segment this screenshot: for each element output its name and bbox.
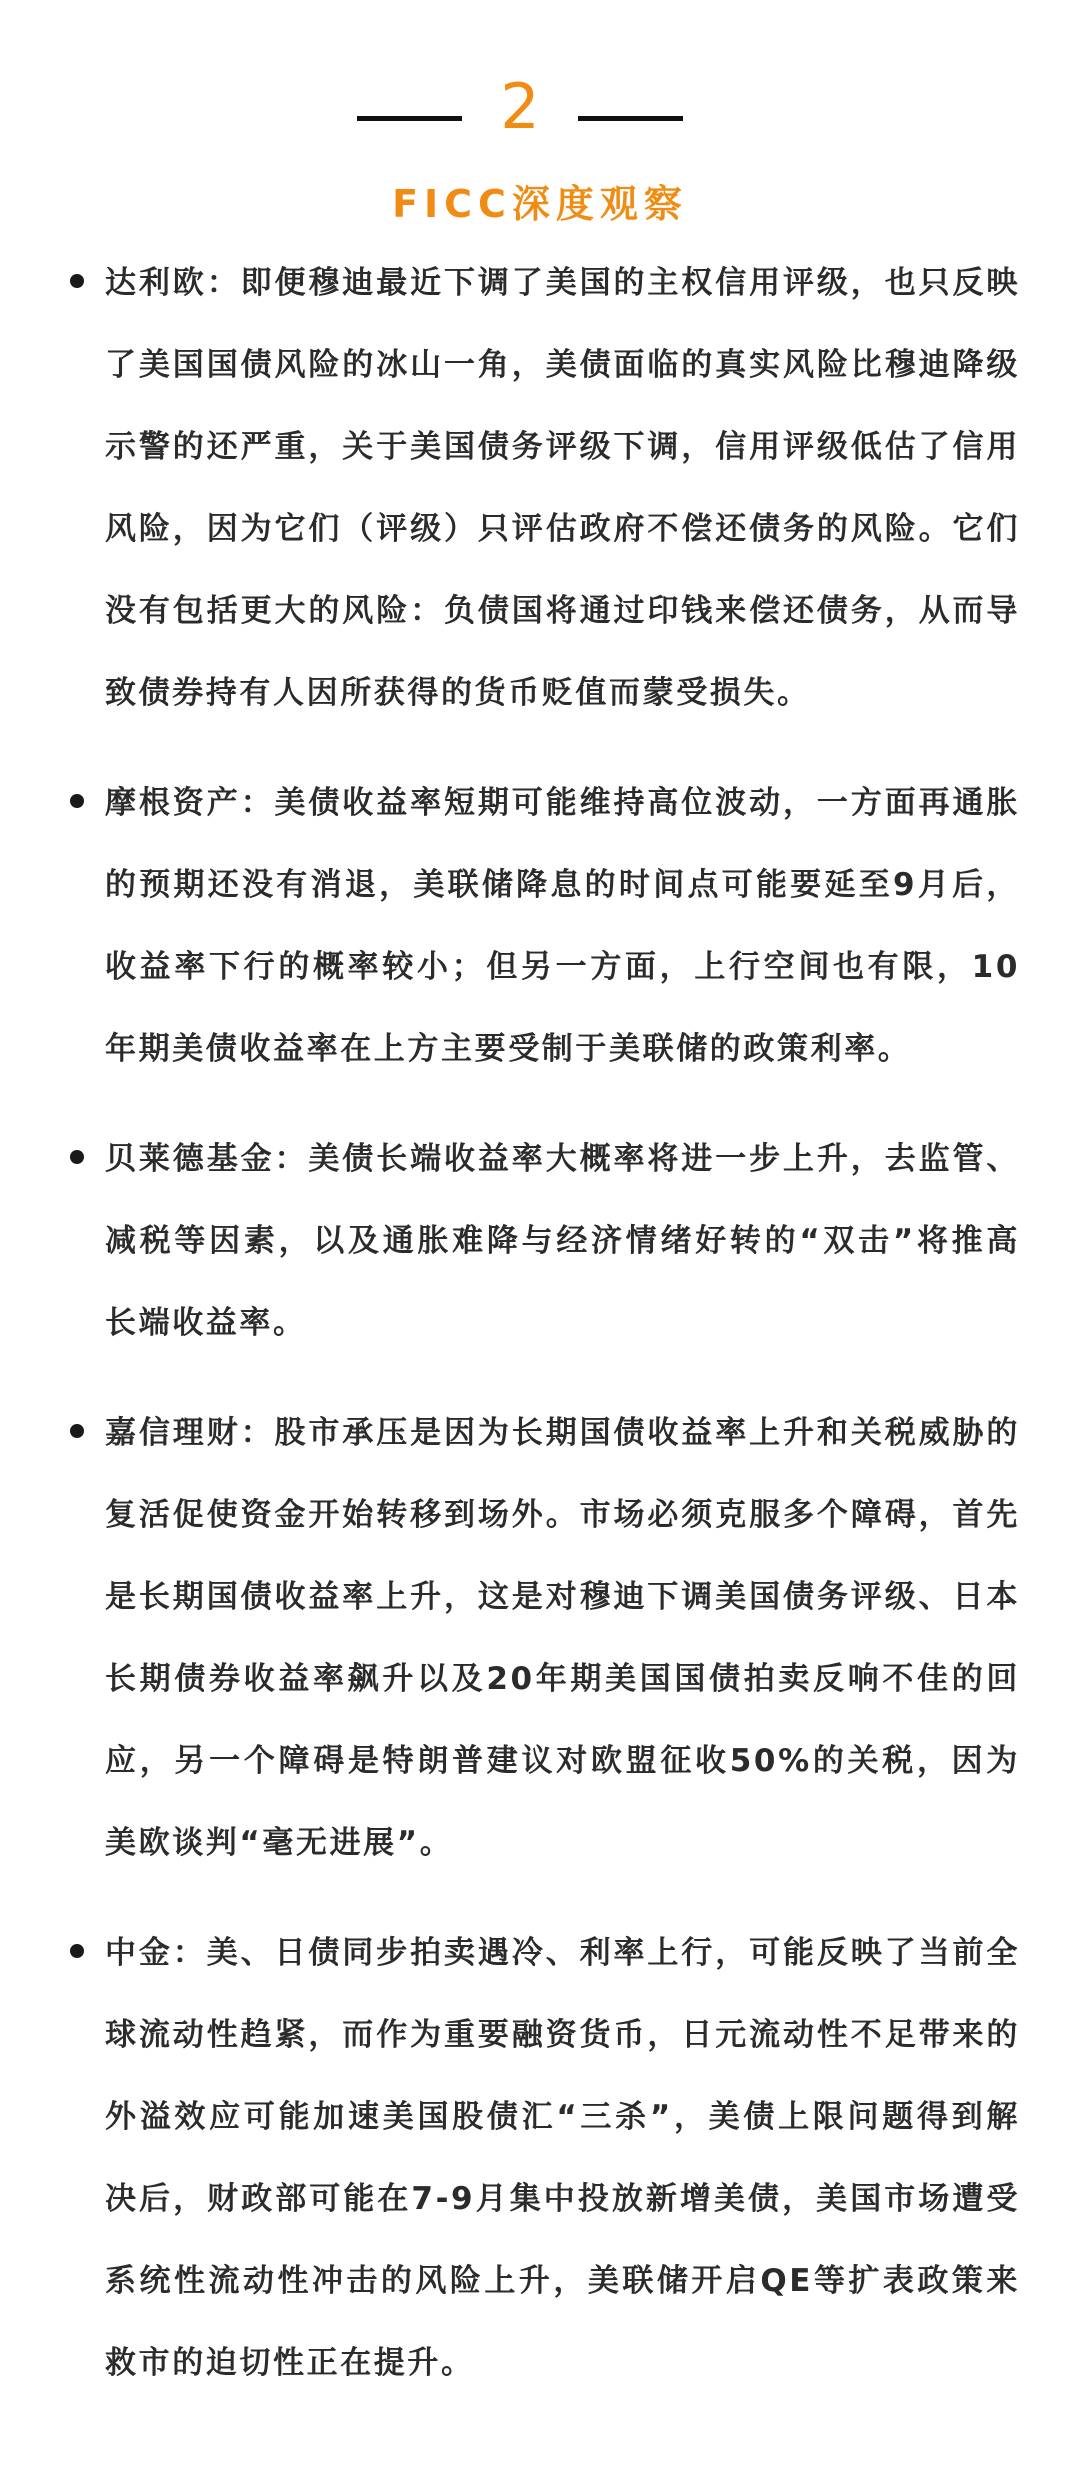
bullet-text: 中金：美、日债同步拍卖遇冷、利率上行，可能反映了当前全球流动性趋紧，而作为重要融资货币，日元流动性不足带来的外溢效应可能加速美国股债汇“三杀”，美债上限问题得到解决后，财政部可能在7-9月集中投放新增美债，美国市场遭受系统性流动性冲击的风险上升，美联储开启QE等扩表政策来救市的迫切性正在提升。 [105,1935,1020,2381]
commentary-list [0,242,1080,2432]
bullet-text: 达利欧：即便穆迪最近下调了美国的主权信用评级，也只反映了美国国债风险的冰山一角，美债面临的真实风险比穆迪降级示警的还严重，关于美国债务评级下调，信用评级低估了信用风险，因为它们（评级）只评估政府不偿还债务的风险。它们没有包括更大的风险：负债国将通过印钱来偿还债务，从而导致债券持有人因所获得的货币贬值而蒙受损失。 [105,265,1020,711]
list-item [0,1118,1080,1364]
section-title: FICC深度观察 [392,182,688,226]
bullet-text: 摩根资产：美债收益率短期可能维持高位波动，一方面再通胀的预期还没有消退，美联储降息的时间点可能要延至9月后，收益率下行的概率较小；但另一方面，上行空间也有限，10年期美债收益率在上方主要受制于美联储的政策利率。 [105,785,1020,1067]
list-item [0,242,1080,734]
section-header [0,72,1080,142]
bullet-icon [70,1150,84,1164]
list-item [0,1912,1080,2404]
list-item [0,762,1080,1090]
bullet-icon [70,1424,84,1438]
bullet-text: 贝莱德基金：美债长端收益率大概率将进一步上升，去监管、减税等因素，以及通胀难降与经济情绪好转的“双击”将推高长端收益率。 [105,1141,1020,1341]
bullet-text: 嘉信理财：股市承压是因为长期国债收益率上升和关税威胁的复活促使资金开始转移到场外。市场必须克服多个障碍，首先是长期国债收益率上升，这是对穆迪下调美国债务评级、日本长期债券收益率飙升以及20年期美国国债拍卖反响不佳的回应，另一个障碍是特朗普建议对欧盟征收50%的关税，因为美欧谈判“毫无进展”。 [105,1415,1020,1861]
section-number: 2 [500,70,540,143]
header-rule-left [357,116,462,121]
header-rule-right [578,116,683,121]
list-item [0,1392,1080,1884]
bullet-icon [70,1944,84,1958]
bullet-icon [70,794,84,808]
bullet-icon [70,274,84,288]
